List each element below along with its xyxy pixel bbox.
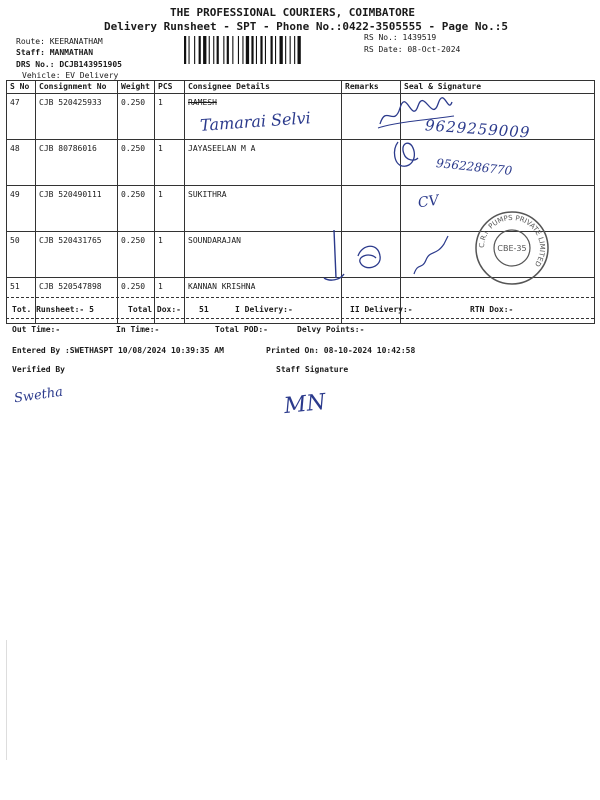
- cell-consignment: CJB 520490111: [36, 186, 118, 232]
- summary-divider-mid: [6, 318, 594, 319]
- total-dox-label: Total Dox:-: [128, 305, 181, 314]
- cell-consignee: SOUNDARAJAN: [185, 232, 342, 278]
- cell-weight: 0.250: [118, 186, 155, 232]
- cell-sno: 50: [7, 232, 36, 278]
- cell-consignment: CJB 520425933: [36, 94, 118, 140]
- handwritten-phone-1: 9629259009: [424, 116, 531, 142]
- barcode-bar: [199, 36, 201, 64]
- company-title: THE PROFESSIONAL COURIERS, COIMBATORE: [170, 6, 416, 19]
- verified-by-signature: Swetha: [13, 384, 64, 407]
- col-pcs: PCS: [155, 81, 185, 94]
- barcode-bar: [251, 36, 253, 64]
- table-header-row: [7, 81, 595, 94]
- total-dox-value: 51: [199, 305, 209, 314]
- cell-pcs: 1: [155, 186, 185, 232]
- cell-pcs: 1: [155, 232, 185, 278]
- out-time: Out Time:-: [12, 325, 61, 334]
- col-remarks: Remarks: [342, 81, 401, 94]
- cell-consignment: CJB 520431765: [36, 232, 118, 278]
- rtn-dox: RTN Dox:-: [470, 305, 514, 314]
- barcode-bar: [213, 36, 214, 64]
- col-consignee: Consignee Details: [185, 81, 342, 94]
- barcode-bar: [232, 36, 233, 64]
- entered-by: Entered By :SWETHASPT 10/08/2024 10:39:35 AM: [12, 346, 224, 355]
- cell-sno: 48: [7, 140, 36, 186]
- cell-consignment: CJB 520547898: [36, 278, 118, 324]
- barcode-bar: [223, 36, 224, 64]
- cell-weight: 0.250: [118, 140, 155, 186]
- barcode-bar: [275, 36, 276, 64]
- rs-date: RS Date: 08-Oct-2024: [364, 45, 461, 54]
- rs-number: RS No.: 1439519: [364, 33, 437, 42]
- route-label: Route: KEERANATHAM: [16, 37, 103, 46]
- barcode-bar: [285, 36, 286, 64]
- barcode-bar: [290, 36, 291, 64]
- handwritten-consignee-name: Tamarai Selvi: [199, 108, 312, 135]
- summary-divider-top: [6, 297, 594, 298]
- runsheet-subtitle: Delivery Runsheet - SPT - Phone No.:0422-3505555 - Page No.:5: [104, 20, 508, 33]
- verified-by-label: Verified By: [12, 365, 65, 374]
- drs-label: DRS No.: DCJB143951905: [16, 60, 122, 69]
- cell-consignment: CJB 80786016: [36, 140, 118, 186]
- barcode: [184, 36, 354, 64]
- cell-pcs: 1: [155, 140, 185, 186]
- cell-weight: 0.250: [118, 232, 155, 278]
- barcode-bar: [280, 36, 283, 64]
- ii-delivery: II Delivery:-: [350, 305, 413, 314]
- in-time: In Time:-: [116, 325, 160, 334]
- stamp-ring-text: C.R.I. PUMPS PRIVATE LIMITED: [477, 213, 547, 268]
- printed-on: Printed On: 08-10-2024 10:42:58: [266, 346, 416, 355]
- struck-consignee: RAMESH: [188, 98, 217, 107]
- i-delivery: I Delivery:-: [235, 305, 293, 314]
- barcode-bar: [184, 36, 186, 64]
- cell-weight: 0.250: [118, 94, 155, 140]
- barcode-bar: [271, 36, 273, 64]
- cell-consignee: KANNAN KRISHNA: [185, 278, 342, 324]
- barcode-bar: [256, 36, 257, 64]
- cell-consignee: SUKITHRA: [185, 186, 342, 232]
- delvy-points: Delvy Points:-: [297, 325, 365, 334]
- signature-scribble-row51: [318, 226, 458, 286]
- barcode-bar: [242, 36, 243, 64]
- vehicle-label: Vehicle: EV Delivery: [22, 71, 119, 80]
- col-sno: S No: [7, 81, 36, 94]
- tot-runsheet: Tot. Runsheet:- 5: [12, 305, 94, 314]
- cell-sno: 49: [7, 186, 36, 232]
- barcode-bar: [227, 36, 229, 64]
- barcode-bar: [217, 36, 219, 64]
- company-stamp: [472, 208, 552, 288]
- barcode-bar: [209, 36, 210, 64]
- barcode-bar: [260, 36, 262, 64]
- stamp-center-text: CBE-35: [497, 244, 527, 253]
- cell-sno: 47: [7, 94, 36, 140]
- cell-pcs: 1: [155, 94, 185, 140]
- handwritten-phone-2: 9562286770: [435, 156, 513, 178]
- cell-consignee: JAYASEELAN M A: [185, 140, 342, 186]
- staff-signature-label: Staff Signature: [276, 365, 349, 374]
- barcode-bar: [298, 36, 301, 64]
- total-pod: Total POD:-: [215, 325, 268, 334]
- scan-mark: [6, 640, 7, 760]
- col-weight: Weight: [118, 81, 155, 94]
- staff-label: Staff: MANMATHAN: [16, 48, 94, 57]
- handwritten-initials: CV: [416, 192, 440, 212]
- cell-remarks: [342, 186, 401, 232]
- col-seal-signature: Seal & Signature: [401, 81, 595, 94]
- signature-scribble-row48: [390, 136, 424, 172]
- cell-weight: 0.250: [118, 278, 155, 324]
- barcode-bar: [194, 36, 195, 64]
- cell-sno: 51: [7, 278, 36, 324]
- barcode-bar: [246, 36, 249, 64]
- barcode-bar: [294, 36, 295, 64]
- cell-pcs: 1: [155, 278, 185, 324]
- barcode-bar: [238, 36, 239, 64]
- barcode-bar: [189, 36, 190, 64]
- staff-signature-mark: MN: [282, 389, 327, 420]
- signature-scribble-row47: [376, 94, 456, 134]
- barcode-bar: [203, 36, 206, 64]
- barcode-bar: [265, 36, 266, 64]
- col-consignment: Consignment No: [36, 81, 118, 94]
